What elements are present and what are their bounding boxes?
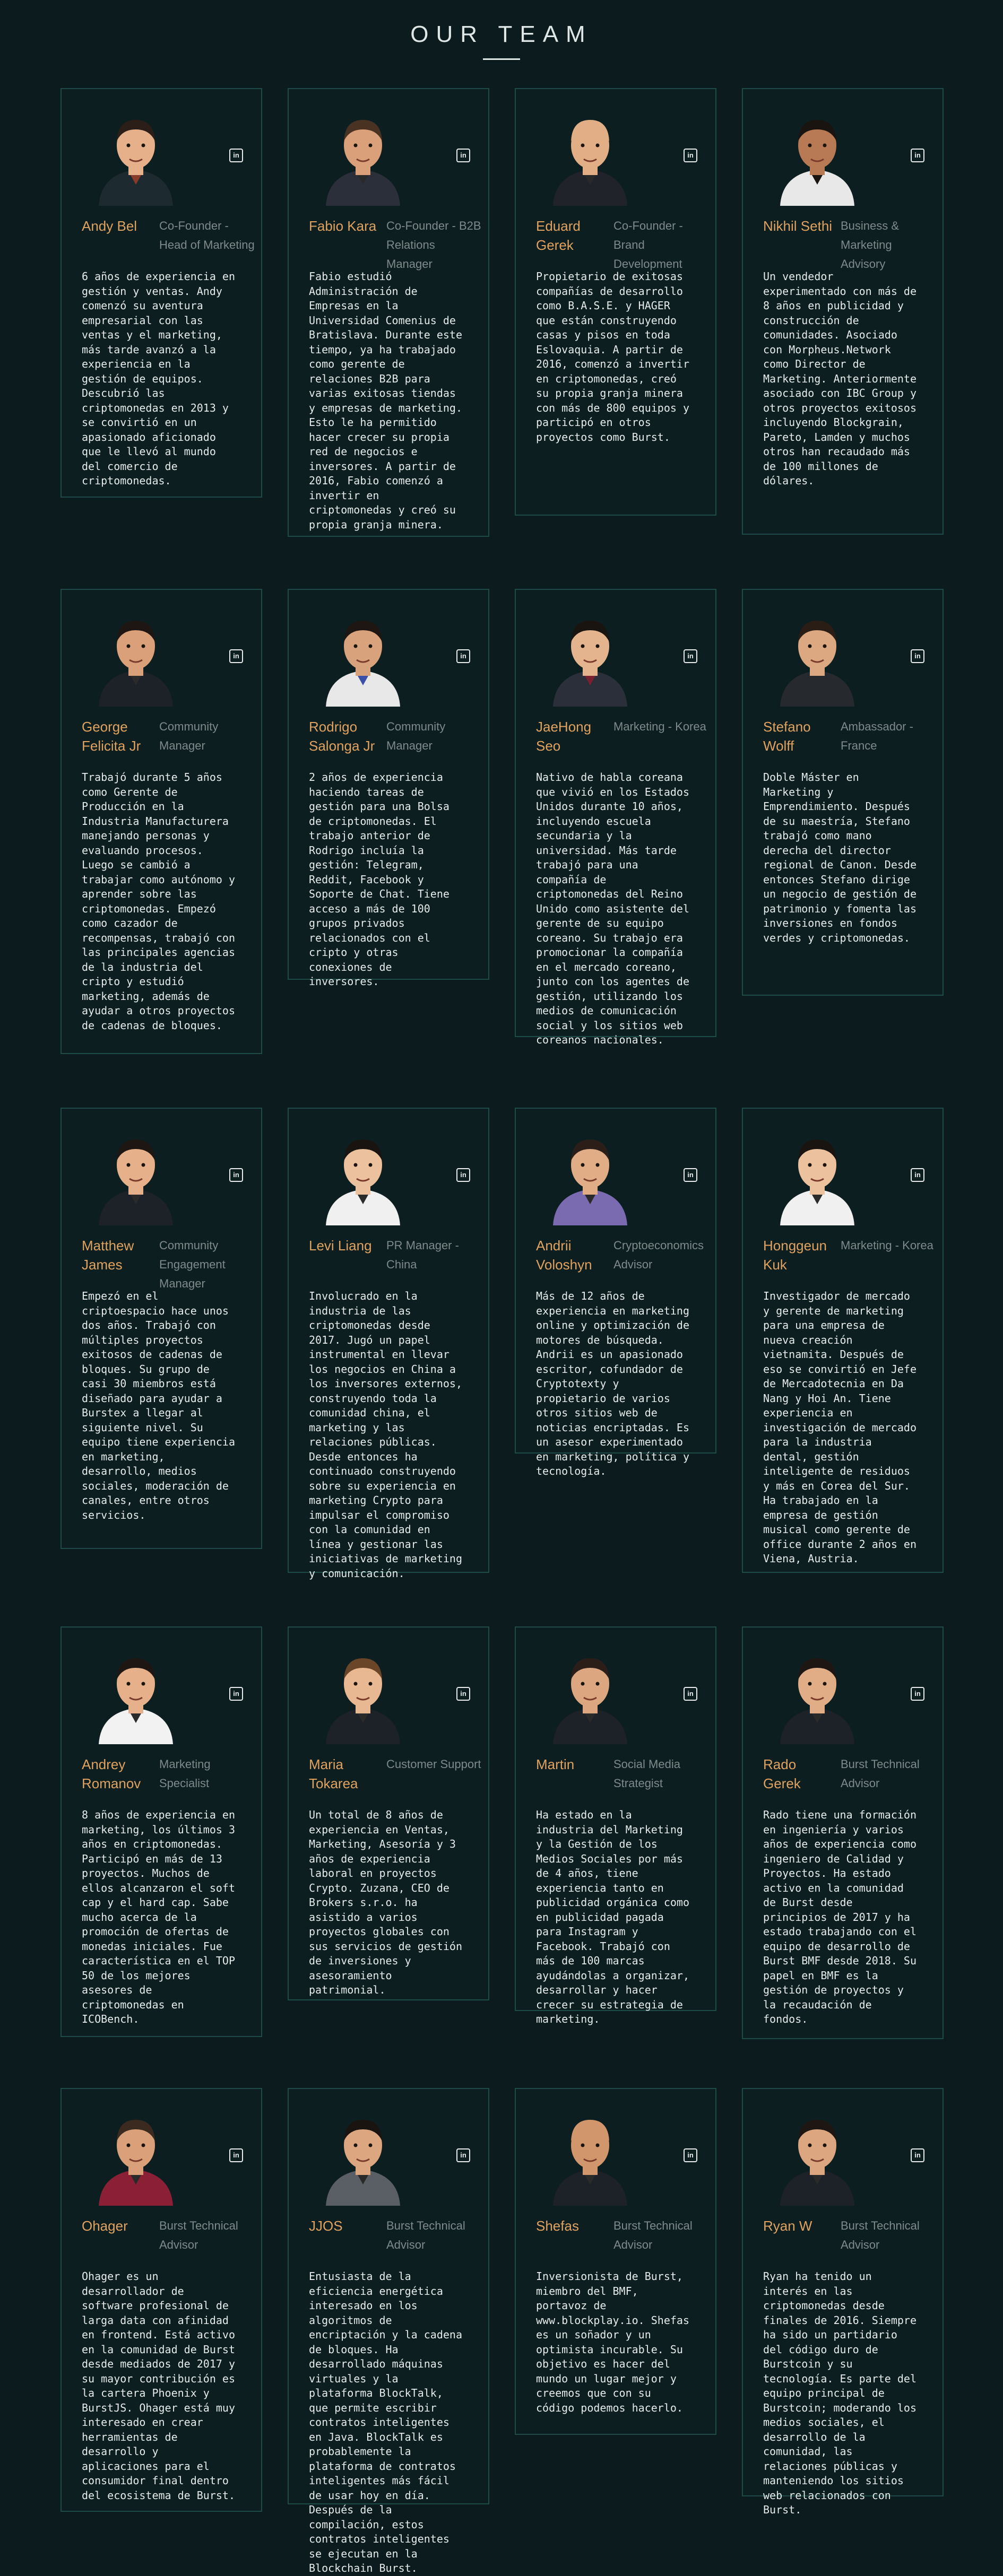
member-role: Burst Technical Advisor (841, 1757, 920, 1790)
team-member-card (515, 589, 716, 1046)
member-role: Marketing - Korea (841, 1239, 933, 1252)
linkedin-icon[interactable]: in (229, 649, 243, 663)
team-member-card (742, 1626, 944, 2039)
member-role: Community Manager (159, 720, 219, 752)
avatar (321, 1649, 405, 1744)
member-bio: Empezó en el criptoespacio hace unos dos años. Trabajó con múltiples proyectos exitosos de cadenas de bloques. Su grupo de casi 30 miembros está diseñado para ayudar a Burstex a llegar al siguiente nivel. Su equipo tiene experiencia en marketing, desarrollo, medios sociales, moderación de canales, entre otros servicios. (82, 1290, 235, 1521)
linkedin-icon[interactable]: in (456, 2148, 470, 2162)
team-member-card (515, 1626, 716, 2025)
team-member-card (742, 1108, 944, 1573)
avatar (93, 2110, 178, 2206)
member-role: Community Manager (386, 720, 446, 752)
team-member-card (742, 2088, 944, 2516)
member-name: Shefas (536, 2218, 579, 2234)
member-name: Rodrigo Salonga Jr (309, 719, 375, 754)
team-member-card (60, 2088, 262, 2512)
team-member-card (742, 589, 944, 996)
team-member-card (515, 1108, 716, 1477)
member-role: Burst Technical Advisor (841, 2219, 920, 2251)
member-role: Co-Founder - Head of Marketing (159, 219, 255, 251)
page-title: OUR TEAM (410, 21, 593, 47)
member-name: Martin (536, 1756, 575, 1772)
member-bio: Propietario de exitosas compañías de desarrollo como B.A.S.E. y HAGER que están construyendo casas y pisos en toda Eslovaquia. A partir de 2016, comenzó a invertir en criptomonedas, creó su propia granja minera con más de 800 equipos y participó en otros proyectos como Burst. (536, 270, 689, 443)
linkedin-icon[interactable]: in (456, 1687, 470, 1701)
title-underline (483, 58, 520, 60)
team-member-card (60, 589, 262, 1054)
linkedin-icon[interactable]: in (911, 2148, 924, 2162)
linkedin-icon[interactable]: in (684, 649, 697, 663)
team-member-card (288, 2088, 489, 2574)
member-name: Levi Liang (309, 1238, 372, 1254)
linkedin-icon[interactable]: in (456, 649, 470, 663)
member-role: Community Engagement Manager (159, 1239, 226, 1290)
member-bio: Investigador de mercado y gerente de marketing para una empresa de nueva creación vietnamita. Después de eso se convirtió en Jefe de Mercadotecnia en Da Nang y Hoi An. Tiene experiencia en investigación de mercado para la industria dental, gestión inteligente de residuos y más en Corea del Sur. Ha trabajado en la empresa de gestión musical como gerente de office durante 2 años en Viena, Austria. (763, 1290, 916, 1565)
member-role: PR Manager - China (386, 1239, 459, 1271)
member-bio: Ha estado en la industria del Marketing y la Gestión de los Medios Sociales por más de 4 años, tiene experiencia tanto en publicidad orgánica como en publicidad pagada para Instagram y Facebook. Trabajó con más de 100 marcas ayudándolas a organizar, desarrollar y hacer crecer su estrategia de marketing. (536, 1808, 689, 2025)
member-name: Andrey Romanov (82, 1756, 141, 1791)
linkedin-icon[interactable]: in (684, 149, 697, 162)
member-name: George Felicita Jr (82, 719, 141, 754)
linkedin-icon[interactable]: in (911, 1687, 924, 1701)
avatar (548, 2110, 633, 2206)
team-member-card (60, 1626, 262, 2037)
member-bio: 6 años de experiencia en gestión y ventas. Andy comenzó su aventura empresarial con las ventas y el marketing, más tarde avanzó a la experiencia en la gestión de equipos. Descubrió las criptomonedas en 2013 y se convirtió en un apasionado aficionado que le llevó al mundo del comercio de criptomonedas. (82, 270, 235, 487)
avatar (548, 1649, 633, 1744)
member-bio: Más de 12 años de experiencia en marketing online y optimización de motores de búsqueda. Andrii es un apasionado escritor, cofundador de Cryptotexty y propietario de varios otros sitios web de noticias encriptadas. Es un asesor experimentado en marketing, política y tecnología. (536, 1290, 689, 1477)
linkedin-icon[interactable]: in (911, 149, 924, 162)
member-name: Ohager (82, 2218, 128, 2234)
member-name: Nikhil Sethi (763, 218, 833, 234)
avatar (775, 1130, 860, 1225)
avatar (321, 1130, 405, 1225)
avatar (775, 2110, 860, 2206)
member-bio: Entusiasta de la eficiencia energética interesado en los algoritmos de encriptación y la cadena de bloques. Ha desarrollado máquinas virtuales y la plataforma BlockTalk, que permite escribir contratos inteligentes en Java. BlockTalk es probablemente la plataforma de contratos inteligentes más fácil de usar hoy en día. Después de la compilación, estos contratos inteligentes se ejecutan en la Blockchain Burst. (309, 2270, 462, 2574)
member-bio: Involucrado en la industria de las criptomonedas desde 2017. Jugó un papel instrumental en llevar los negocios en China a los inversores externos, construyendo toda la comunidad china, el marketing y las relaciones públicas. Desde entonces ha continuado construyendo sobre su experiencia en marketing Crypto para impulsar el compromiso con la comunidad en línea y gestionar las iniciativas de marketing y comunicación. (309, 1290, 462, 1580)
member-role: Ambassador - France (841, 720, 913, 752)
avatar (775, 1649, 860, 1744)
linkedin-icon[interactable]: in (456, 149, 470, 162)
avatar (548, 611, 633, 707)
member-bio: Inversionista de Burst, miembro del BMF, portavoz de www.blockplay.io. Shefas es un soñador y un optimista incurable. Su objetivo es hacer del mundo un lugar mejor y creemos que con su código podemos hacerlo. (536, 2270, 689, 2414)
linkedin-icon[interactable]: in (684, 1168, 697, 1182)
linkedin-icon[interactable]: in (229, 2148, 243, 2162)
member-role: Social Media Strategist (613, 1757, 680, 1790)
member-bio: 8 años de experiencia en marketing, los últimos 3 años en criptomonedas. Participó en más de 13 proyectos. Muchos de ellos alcanzaron el soft cap y el hard cap. Sabe mucho acerca de la promoción de ofertas de monedas iniciales. Fue característica en el TOP 50 de los mejores asesores de criptomonedas en ICOBench. (82, 1808, 235, 2025)
linkedin-icon[interactable]: in (684, 2148, 697, 2162)
member-name: Andrii Voloshyn (536, 1238, 592, 1273)
team-member-card (288, 589, 489, 988)
team-member-card (515, 2088, 716, 2435)
member-name: Fabio Kara (309, 218, 377, 234)
linkedin-icon[interactable]: in (911, 1168, 924, 1182)
team-member-card (288, 1108, 489, 1580)
linkedin-icon[interactable]: in (229, 1168, 243, 1182)
member-role: Burst Technical Advisor (613, 2219, 693, 2251)
avatar (775, 611, 860, 707)
team-member-card (742, 88, 944, 535)
member-role: Co-Founder - B2B Relations Manager (386, 219, 481, 271)
member-bio: Doble Máster en Marketing y Emprendimiento. Después de su maestría, Stefano trabajó como mano derecha del director regional de Canon. Desde entonces Stefano dirige un negocio de gestión de patrimonio y fomenta las inversiones en fondos verdes y criptomonedas. (763, 771, 916, 944)
team-member-card (60, 88, 262, 498)
member-role: Co-Founder - Brand Development (613, 219, 683, 271)
member-bio: Fabio estudió Administración de Empresas en la Universidad Comenius de Bratislava. Durante este tiempo, ya ha trabajado como gerente de relaciones B2B para varias exitosas tiendas y empresas de marketing. Esto le ha permitido hacer crecer su propia red de negocios e inversores. A partir de 2016, Fabio comenzó a invertir en criptomonedas y creó su propia granja minera. (309, 270, 462, 531)
member-name: Honggeun Kuk (763, 1238, 827, 1273)
linkedin-icon[interactable]: in (229, 1687, 243, 1701)
team-member-card (515, 88, 716, 516)
member-role: Burst Technical Advisor (159, 2219, 238, 2251)
avatar (93, 1130, 178, 1225)
linkedin-icon[interactable]: in (684, 1687, 697, 1701)
member-role: Burst Technical Advisor (386, 2219, 465, 2251)
linkedin-icon[interactable]: in (911, 649, 924, 663)
avatar (548, 110, 633, 206)
member-name: Maria Tokarea (309, 1756, 358, 1791)
member-role: Customer Support (386, 1757, 481, 1771)
team-member-card (60, 1108, 262, 1549)
team-member-card (288, 88, 489, 537)
avatar (93, 110, 178, 206)
member-name: JaeHong Seo (536, 719, 592, 754)
member-role: Cryptoeconomics Advisor (613, 1239, 704, 1271)
avatar (93, 611, 178, 707)
member-name: Matthew James (82, 1238, 134, 1273)
member-name: Ryan W (763, 2218, 812, 2234)
linkedin-icon[interactable]: in (229, 149, 243, 162)
member-name: JJOS (309, 2218, 343, 2234)
avatar (548, 1130, 633, 1225)
avatar (775, 110, 860, 206)
member-bio: Un vendedor experimentado con más de 8 años en publicidad y construcción de comunidades. Asociado con Morpheus.Network como Director de Marketing. Anteriormente asociado con IBC Group y otros proyectos exitosos incluyendo Blockgrain, Pareto, Lamden y muchos otros han recaudado más de 100 millones de dólares. (763, 270, 916, 487)
avatar (321, 110, 405, 206)
member-bio: 2 años de experiencia haciendo tareas de gestión para una Bolsa de criptomonedas. El trabajo anterior de Rodrigo incluía la gestión: Telegram, Reddit, Facebook y Soporte de Chat. Tiene acceso a más de 100 grupos privados relacionados con el cripto y otras conexiones de inversores. (309, 771, 449, 988)
linkedin-icon[interactable]: in (456, 1168, 470, 1182)
member-role: Business & Marketing Advisory (841, 219, 900, 271)
member-bio: Un total de 8 años de experiencia en Ventas, Marketing, Asesoría y 3 años de experiencia laboral en proyectos Crypto. Zuzana, CEO de Brokers s.r.o. ha asistido a varios proyectos globales con sus servicios de gestión de inversiones y asesoramiento patrimonial. (309, 1808, 462, 1996)
avatar (321, 611, 405, 707)
member-name: Stefano Wolff (763, 719, 811, 754)
member-role: Marketing - Korea (613, 720, 706, 733)
avatar (93, 1649, 178, 1744)
member-role: Marketing Specialist (159, 1757, 211, 1790)
member-bio: Trabajó durante 5 años como Gerente de Producción en la Industria Manufacturera manejando personas y evaluando procesos. Luego se cambió a trabajar como autónomo y aprender sobre las criptomonedas. Empezó como cazador de recompensas, trabajó con las principales agencias de la industria del cripto y estudió marketing, además de ayudar a otros proyectos de cadenas de bloques. (82, 771, 235, 1032)
member-bio: Ohager es un desarrollador de software profesional de larga data con afinidad en frontend. Está activo en la comunidad de Burst desde mediados de 2017 y su mayor contribución es la cartera Phoenix y BurstJS. Ohager está muy interesado en crear herramientas de desarrollo y aplicaciones para el consumidor final dentro del ecosistema de Burst. (82, 2270, 235, 2502)
member-bio: Nativo de habla coreana que vivió en los Estados Unidos durante 10 años, incluyendo escuela secundaria y la universidad. Más tarde trabajó para una compañía de criptomonedas del Reino Unido como asistente del gerente de su equipo coreano. Su trabajo era promocionar la compañía en el mercado coreano, junto con los agentes de gestión, utilizando los medios de comunicación social y los sitios web coreanos nacionales. (536, 771, 689, 1046)
avatar (321, 2110, 405, 2206)
member-name: Andy Bel (82, 218, 137, 234)
member-name: Eduard Gerek (536, 218, 581, 253)
member-bio: Rado tiene una formación en ingeniería y varios años de experiencia como ingeniero de Calidad y Proyectos. Ha estado activo en la comunidad de Burst desde principios de 2017 y ha estado trabajando con el equipo de desarrollo de Burst BMF desde 2018. Su papel en BMF es la gestión de proyectos y la recaudación de fondos. (763, 1808, 916, 2025)
member-name: Rado Gerek (763, 1756, 801, 1791)
team-member-card (288, 1626, 489, 2000)
member-bio: Ryan ha tenido un interés en las criptomonedas desde finales de 2016. Siempre ha sido un partidario del código duro de Burstcoin y su tecnología. Es parte del equipo principal de Burstcoin; moderando los medios sociales, el desarrollo de la comunidad, las relaciones públicas y manteniendo los sitios web relacionados con Burst. (763, 2270, 916, 2516)
